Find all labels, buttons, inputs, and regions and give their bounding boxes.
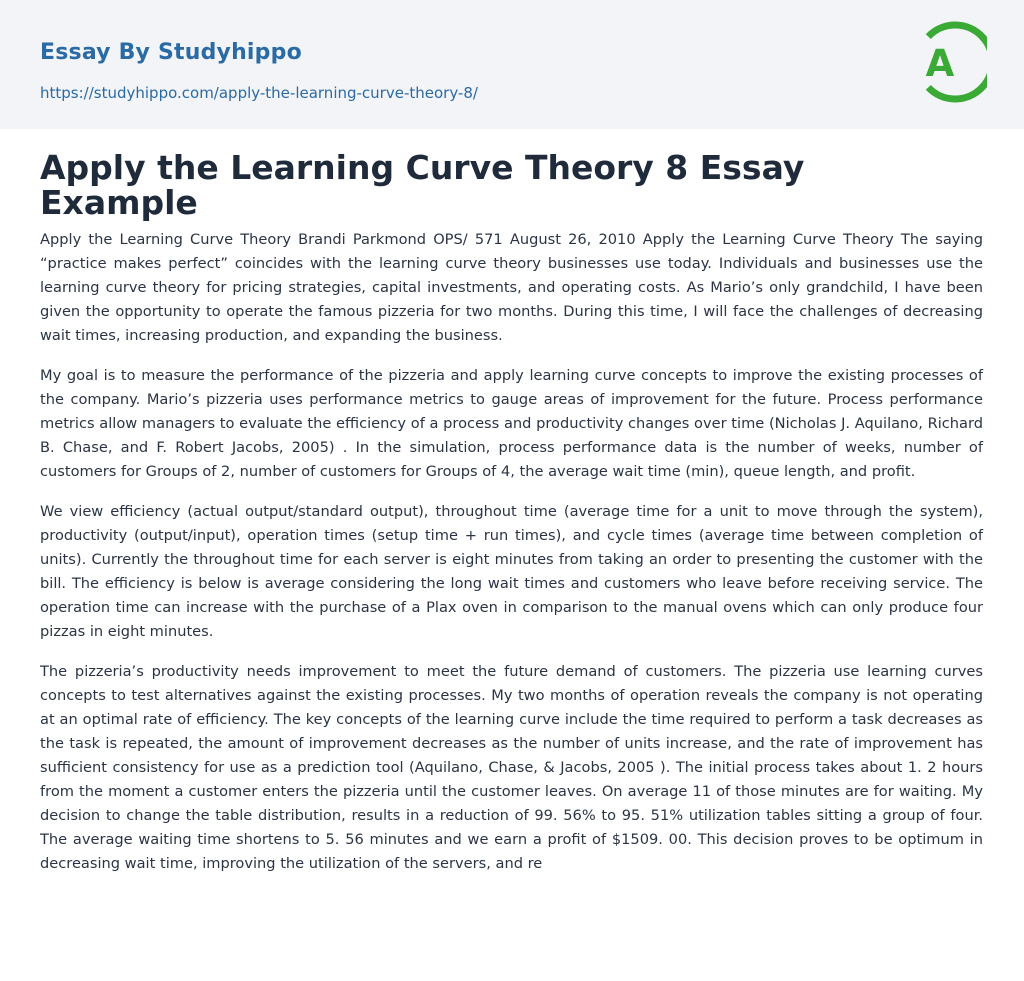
essay-url-link[interactable]: https://studyhippo.com/apply-the-learning-curve-theory-8/ xyxy=(40,84,478,102)
studyhippo-logo-icon[interactable] xyxy=(911,19,987,105)
site-brand[interactable]: Essay By Studyhippo xyxy=(40,40,302,65)
page-title: Apply the Learning Curve Theory 8 Essay Example xyxy=(40,148,805,222)
essay-paragraph: My goal is to measure the performance of the pizzeria and apply learning curve concepts to improve the existing processes of the company. Mario’s pizzeria uses performance metrics to gauge areas of improvement for the future. Process performance metrics allow managers to evaluate the efficiency of a process and productivity changes over time (Nicholas J. Aquilano, Richard B. Chase, and F. Robert Jacobs, 2005) . In the simulation, process performance data is the number of weeks, number of customers for Groups of 2, number of customers for Groups of 4, the average wait time (min), queue length, and profit. xyxy=(40,367,983,480)
site-header xyxy=(0,0,1024,129)
logo-letter: A xyxy=(925,42,955,85)
essay-paragraph: The pizzeria’s productivity needs improvement to meet the future demand of customers. The pizzeria use learning curves concepts to test alternatives against the existing processes. My two months of operation reveals the company is not operating at an optimal rate of efficiency. The key concepts of the learning curve include the time required to perform a task decreases as the task is repeated, the amount of improvement decreases as the number of units increase, and the rate of improvement has sufficient consistency for use as a prediction tool (Aquilano, Chase, & Jacobs, 2005 ). The initial process takes about 1. 2 hours from the moment a customer enters the pizzeria until the customer leaves. On average 11 of those minutes are for waiting. My decision to change the table distribution, results in a reduction of 99. 56% to 95. 51% utilization tables sitting a group of four. The average waiting time shortens to 5. 56 minutes and we earn a profit of $1509. 00. This decision proves to be optimum in decreasing wait time, improving the utilization of the servers, and re xyxy=(40,663,983,872)
essay-paragraph: Apply the Learning Curve Theory Brandi Parkmond OPS/ 571 August 26, 2010 Apply the Learning Curve Theory The saying “practice makes perfect” coincides with the learning curve theory businesses use today. Individuals and businesses use the learning curve theory for pricing strategies, capital investments, and operating costs. As Mario’s only grandchild, I have been given the opportunity to operate the famous pizzeria for two months. During this time, I will face the challenges of decreasing wait times, increasing production, and expanding the business. xyxy=(40,231,983,344)
essay-paragraph: We view efficiency (actual output/standard output), throughout time (average time for a unit to move through the system), productivity (output/input), operation times (setup time + run times), and cycle times (average time between completion of units). Currently the throughout time for each server is eight minutes from taking an order to presenting the customer with the bill. The efficiency is below is average considering the long wait times and customers who leave before receiving service. The operation time can increase with the purchase of a Plax oven in comparison to the manual ovens which can only produce four pizzas in eight minutes. xyxy=(40,503,983,640)
essay-body xyxy=(40,228,983,892)
